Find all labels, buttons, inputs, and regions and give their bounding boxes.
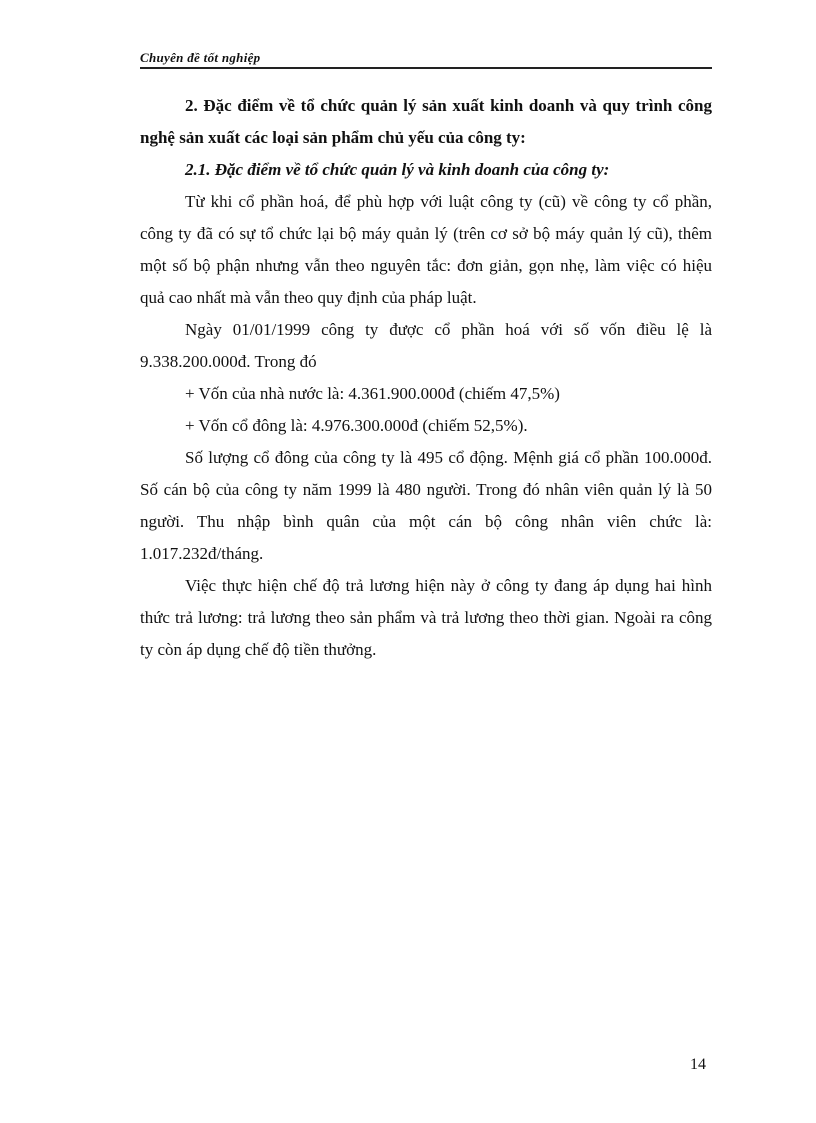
list-item-shareholder-capital: + Vốn cổ đông là: 4.976.300.000đ (chiếm 52,5%).	[185, 416, 528, 435]
document-header-title: Chuyên đề tốt nghiệp	[140, 50, 261, 65]
page-number: 14	[690, 1056, 706, 1073]
section-heading: 2. Đặc điểm về tổ chức quản lý sản xuất kinh doanh và quy trình công nghệ sản xuất các loại sản phẩm chủ yếu của công ty:	[140, 96, 712, 147]
header-divider	[140, 67, 712, 69]
list-item-state-capital: + Vốn của nhà nước là: 4.361.900.000đ (chiếm 47,5%)	[185, 384, 560, 403]
paragraph-salary: Việc thực hiện chế độ trả lương hiện này ở công ty đang áp dụng hai hình thức trả lương: trả lương theo sản phẩm và trả lương theo thời gian. Ngoài ra công ty còn áp dụng chế độ tiền thưởng.	[140, 576, 712, 659]
paragraph-shareholders: Số lượng cổ đông của công ty là 495 cổ động. Mệnh giá cổ phần 100.000đ. Số cán bộ của công ty năm 1999 là 480 người. Trong đó nhân viên quản lý là 50 người. Thu nhập bình quân của một cán bộ công nhân viên chức là: 1.017.232đ/tháng.	[140, 448, 712, 563]
paragraph-restructuring: Từ khi cổ phần hoá, để phù hợp với luật công ty (cũ) về công ty cổ phần, công ty đã có sự tổ chức lại bộ máy quản lý (trên cơ sở bộ máy quản lý cũ), thêm một số bộ phận nhưng vẫn theo nguyên tắc: đơn giản, gọn nhẹ, làm việc có hiệu quả cao nhất mà vẫn theo quy định của pháp luật.	[140, 192, 712, 307]
section-subheading: 2.1. Đặc điểm về tổ chức quản lý và kinh doanh của công ty:	[185, 160, 610, 179]
paragraph-equitization: Ngày 01/01/1999 công ty được cổ phần hoá với số vốn điều lệ là 9.338.200.000đ. Trong đó	[140, 320, 712, 371]
document-body	[140, 90, 712, 666]
